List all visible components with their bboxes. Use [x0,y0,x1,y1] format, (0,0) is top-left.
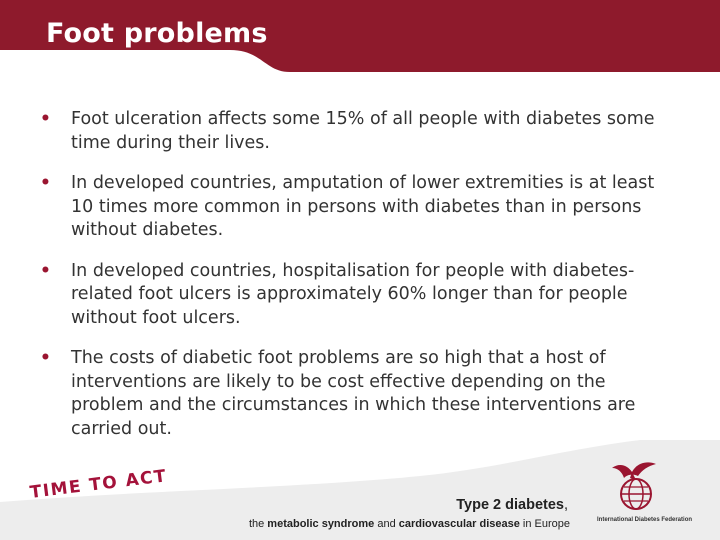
bullet-marker: • [40,260,51,281]
bullet-marker: • [40,348,51,368]
bullet-marker: • [40,173,51,193]
bullet-text: In developed countries, amputation of lower extremities is at least 10 times more common in persons with diabetes than in persons without diabetes. [71,173,655,240]
organization-name: International Diabetes Federation [597,517,693,523]
footer-title-bold: Type 2 diabetes [456,497,564,513]
footer-sub-bold: cardiovascular disease [398,518,520,530]
footer-subtitle [249,518,570,530]
list-item [40,108,680,155]
bullet-text: The costs of diabetic foot problems are so high that a host of interventions are likely to be cost effective depending on the problem and the circumstances in which these interventions are carried out. [71,348,636,439]
footer-tagline: TIME TO ACT [28,466,169,503]
footer-sub-text: and [377,518,396,530]
bullet-text: In developed countries, hospitalisation for people with diabetes-related foot ulcers is approximately 60% longer than for people without foot ulcers. [71,260,635,328]
page-title: Foot problems [46,18,268,49]
footer-sub-text: the [248,518,265,530]
footer-sub-bold: metabolic syndrome [267,518,375,530]
bullet-text: Foot ulceration affects some 15% of all people with diabetes some time during their lives. [71,109,655,153]
footer-title [456,497,568,513]
list-item [40,347,680,441]
bullet-marker: • [40,109,51,129]
list-item [40,260,680,331]
footer-sub-text: in Europe [522,518,570,530]
bullet-list [40,108,680,458]
list-item [40,172,680,243]
footer-title-comma: , [563,497,568,513]
bird-over-globe-icon [606,458,664,514]
title-bar [0,0,720,72]
